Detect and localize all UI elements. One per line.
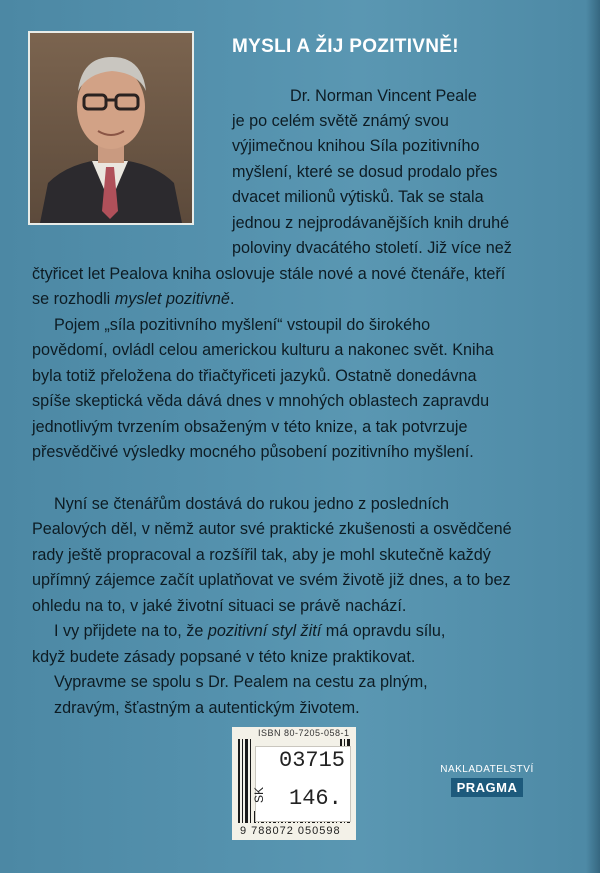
- blurb-line: poloviny dvacátého století. Již více než: [232, 239, 512, 257]
- blurb-line: rady ještě propracoval a rozšířil tak, aby je mohl skutečně každý: [32, 546, 491, 564]
- publisher-logo: [437, 764, 537, 797]
- publisher-label: NAKLADATELSTVÍ: [440, 764, 534, 775]
- blurb-line: dvacet milionů výtisků. Tak se stala: [232, 188, 484, 206]
- blurb-emphasis: myslet pozitivně: [114, 290, 230, 308]
- blurb-text-run: se rozhodli: [32, 290, 115, 308]
- ean-number: 9 788072 050598: [240, 825, 341, 837]
- isbn-text: ISBN 80-7205-058-1: [258, 728, 350, 738]
- blurb-line: byla totiž přeložena do třiačtyřiceti jazyků. Ostatně donedávna: [32, 367, 477, 385]
- blurb-line: myšlení, které se dosud prodalo přes: [232, 163, 498, 181]
- blurb-line: když budete zásady popsané v této knize praktikovat.: [32, 648, 416, 666]
- blurb-line: Nyní se čtenářům dostává do rukou jedno z posledních: [54, 495, 450, 513]
- blurb-line: je po celém světě známý svou: [232, 112, 449, 130]
- blurb-text-run: I vy přijdete na to, že: [54, 622, 208, 640]
- headline: MYSLI A ŽIJ POZITIVNĚ!: [232, 36, 459, 57]
- blurb-line: jednou z nejprodávanějších knih druhé: [232, 214, 510, 232]
- blurb-line: [32, 287, 234, 313]
- sticker-price: 146.: [289, 786, 342, 811]
- author-portrait-image: [30, 33, 192, 223]
- blurb-line: [54, 619, 445, 645]
- blurb-line: povědomí, ovládl celou americkou kulturu a nakonec svět. Kniha: [32, 341, 494, 359]
- publisher-name: PRAGMA: [451, 778, 524, 797]
- blurb-text-run: .: [229, 290, 235, 308]
- author-photo: [30, 33, 192, 223]
- blurb-line: spíše skeptická věda dává dnes v mnohých oblastech zapravdu: [32, 392, 490, 410]
- cover-edge-shadow: [586, 0, 600, 873]
- blurb-emphasis: pozitivní styl žití: [207, 622, 322, 640]
- blurb-line: ohledu na to, v jaké životní situaci se právě nachází.: [32, 597, 407, 615]
- sticker-number: 03715: [279, 748, 346, 773]
- blurb-line: upřímný zájemce začít uplatňovat ve svém životě již dnes, a to bez: [32, 571, 511, 589]
- blurb-line: Pojem „síla pozitivního myšlení“ vstoupil do širokého: [54, 316, 431, 334]
- blurb-line: Pealových děl, v němž autor své praktické zkušenosti a osvědčené: [32, 520, 512, 538]
- blurb-line: výjimečnou knihou Síla pozitivního: [232, 137, 480, 155]
- blurb-line: Dr. Norman Vincent Peale: [290, 87, 477, 105]
- blurb-line: zdravým, šťastným a autentickým životem.: [54, 699, 360, 717]
- blurb-line: přesvědčivé výsledky mocného působení pozitivního myšlení.: [32, 443, 474, 461]
- blurb-line: čtyřicet let Pealova kniha oslovuje stále nové a nové čtenáře, kteří: [32, 265, 506, 283]
- blurb-text-run: má opravdu sílu,: [321, 622, 446, 640]
- blurb-line: Vypravme se spolu s Dr. Pealem na cestu za plným,: [54, 673, 428, 691]
- blurb-line: jednotlivým tvrzením obsaženým v této knize, a tak potvrzuje: [32, 418, 468, 436]
- sticker-sk-mark: SK: [252, 786, 267, 804]
